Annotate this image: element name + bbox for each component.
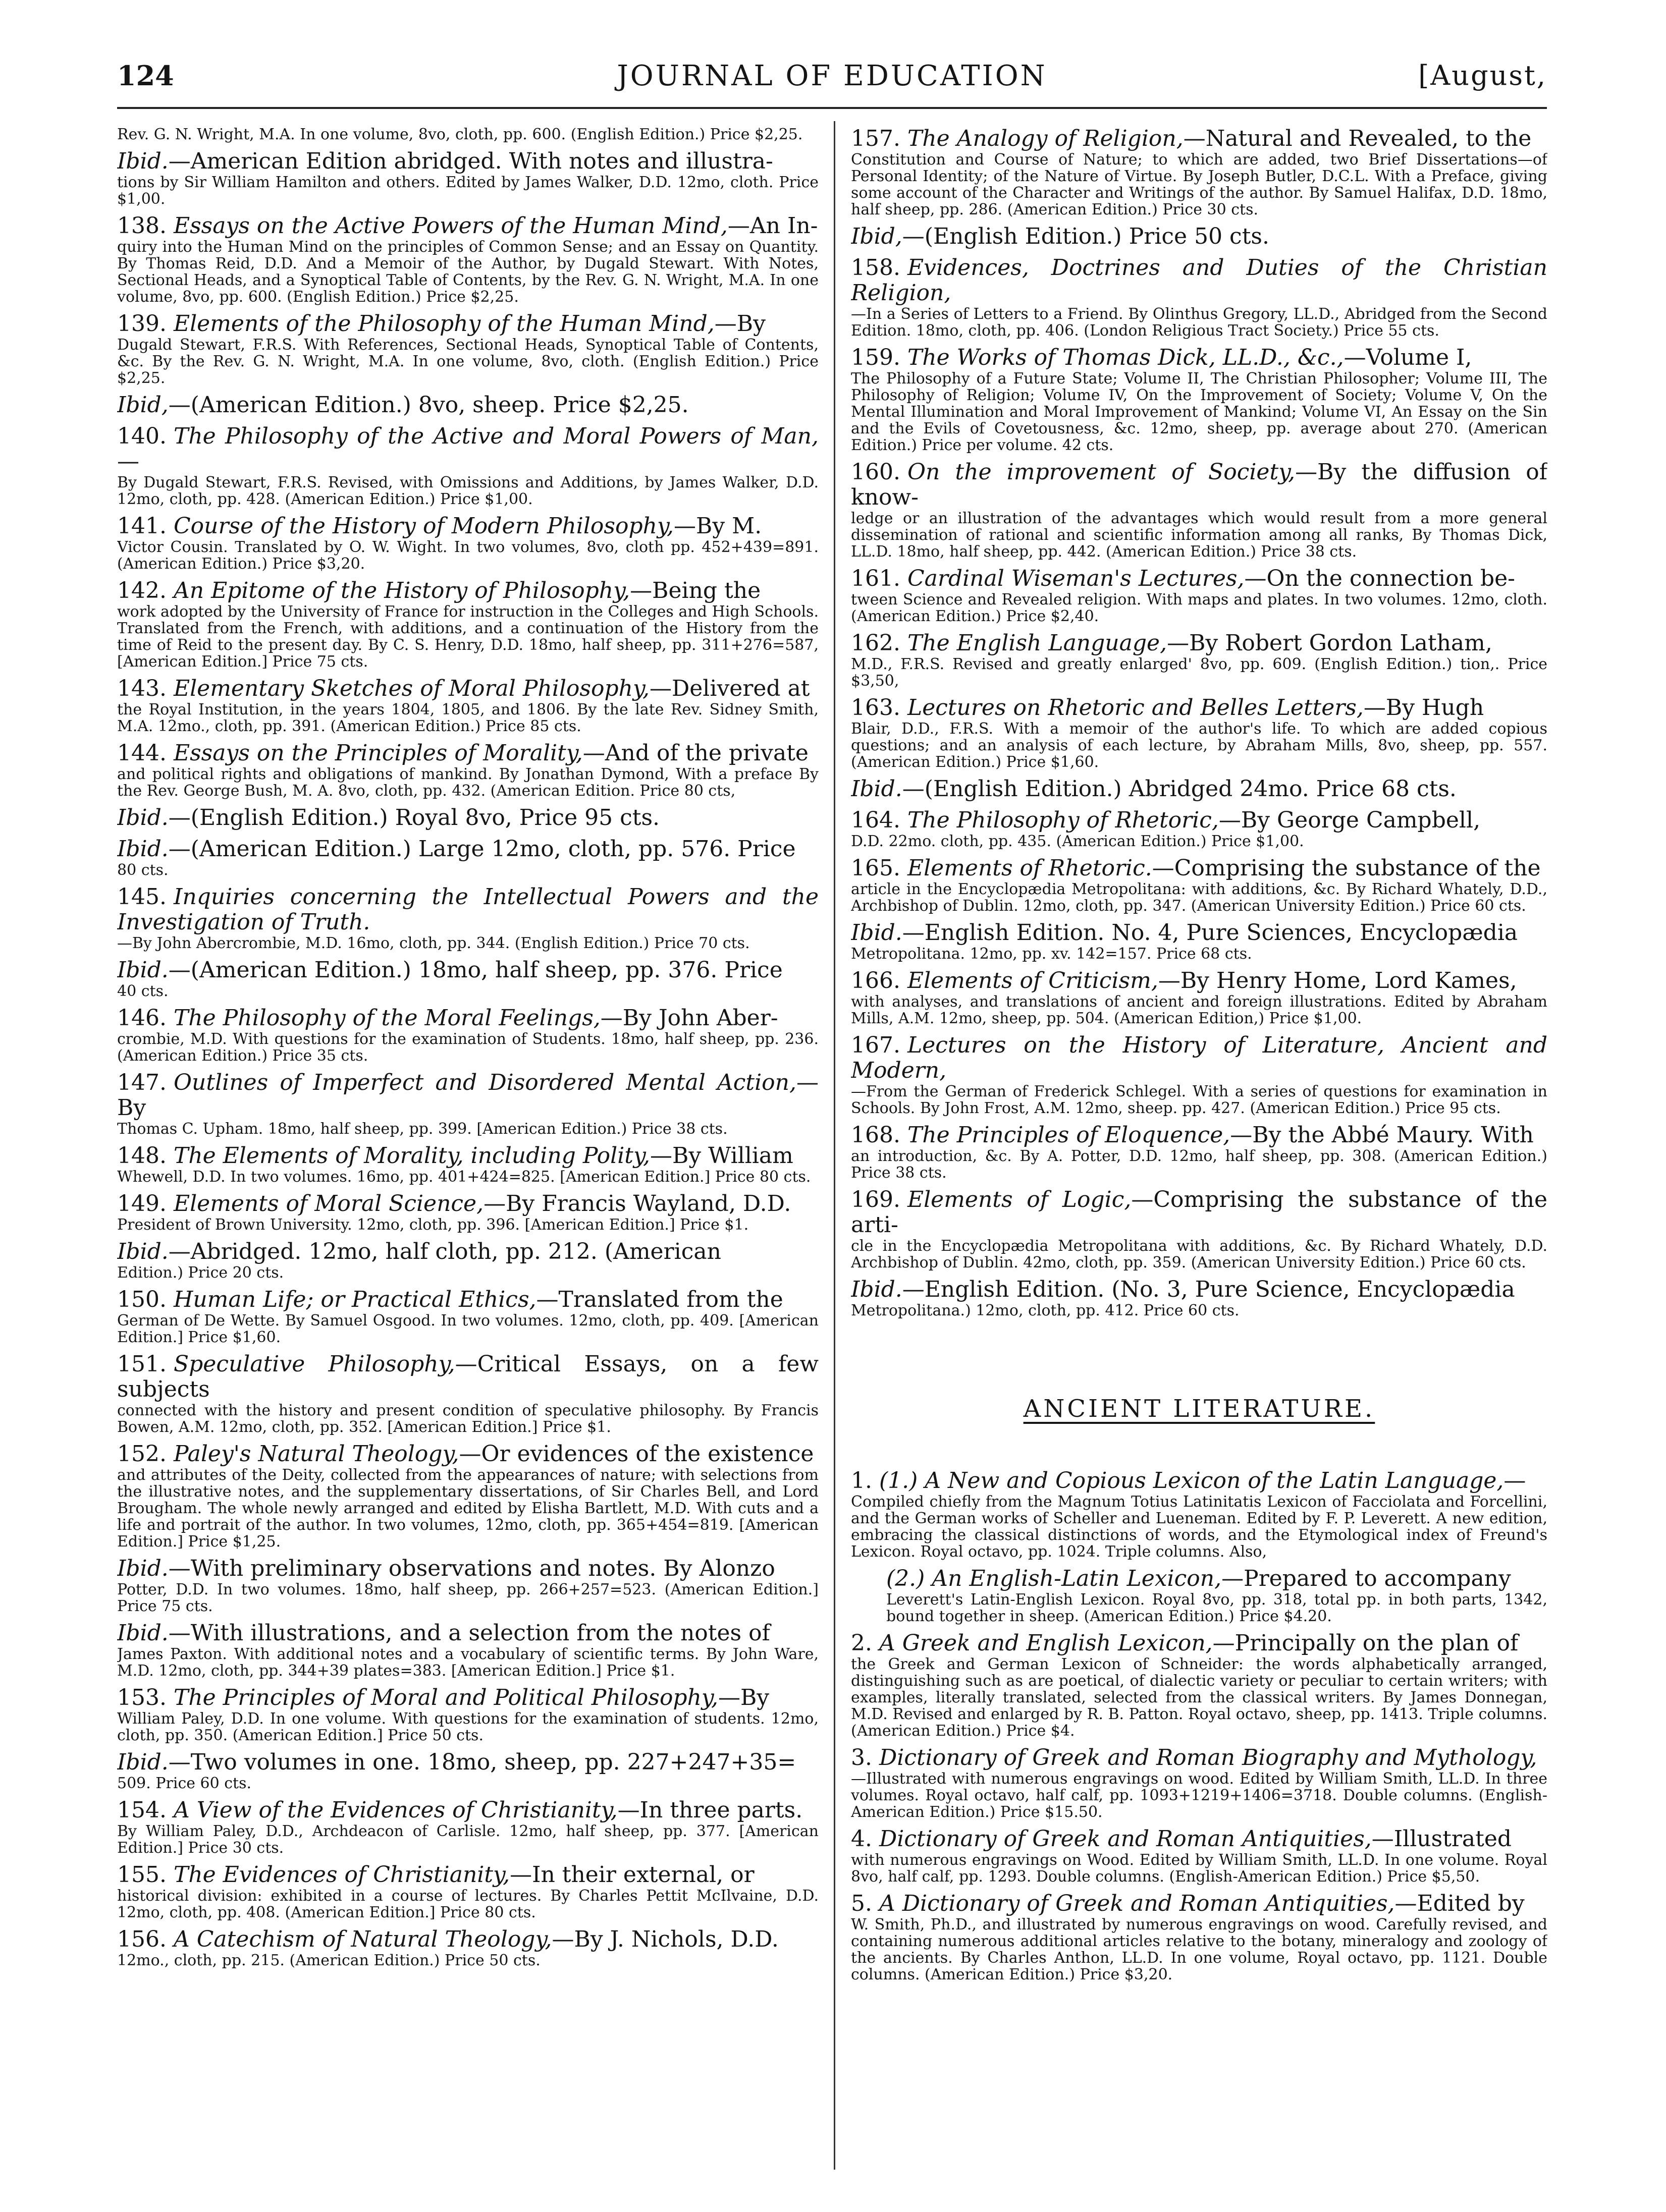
entry-lead-text: —Two volumes in one. 18mo, sheep, pp. 227+247+35= bbox=[168, 1749, 796, 1775]
entry-lead-text: —English Edition. (No. 3, Pure Science, Encyclopædia bbox=[902, 1277, 1515, 1302]
entry-title: Lectures on Rhetoric and Belles Letters, bbox=[907, 695, 1364, 721]
entry-lead-text: —English Edition. No. 4, Pure Sciences, Encyclopædia bbox=[902, 920, 1518, 946]
left-column bbox=[117, 126, 819, 2175]
entry-details: 80 cts. bbox=[117, 861, 169, 879]
entry-lead-text: —By John Aber- bbox=[600, 1005, 778, 1031]
catalog-entry bbox=[117, 393, 819, 418]
entry-lead-text: —In their external, or bbox=[510, 1862, 755, 1888]
entry-lead-text: —By bbox=[718, 1685, 770, 1710]
entry-lead-text: —(American Edition.) 18mo, half sheep, pp. 376. Price bbox=[168, 957, 783, 983]
entry-title: A Greek and English Lexicon, bbox=[879, 1630, 1213, 1656]
entry-lead-text: —Principally on the plan of bbox=[1212, 1630, 1519, 1656]
catalog-entry bbox=[851, 695, 1547, 770]
catalog-entry bbox=[117, 1352, 819, 1435]
catalog-entry bbox=[851, 1745, 1547, 1820]
entry-title: Essays on the Principles of Morality, bbox=[173, 740, 583, 766]
entry-heading bbox=[117, 1006, 819, 1031]
entry-details: with analyses, and translations of ancient and foreign illustrations. Edited by Abraham Mills, A.M. 12mo, sheep, pp. 504. (American Edition,) Price $1,00. bbox=[851, 993, 1547, 1027]
entry-title: Lectures on the History of Literature, Ancient and Modern, bbox=[851, 1032, 1547, 1083]
entry-heading bbox=[117, 393, 819, 418]
catalog-entry bbox=[117, 805, 819, 831]
entry-heading bbox=[851, 460, 1547, 510]
entry-heading bbox=[851, 920, 1547, 946]
entry-heading bbox=[117, 958, 819, 983]
entry-title: The Works of Thomas Dick, LL.D., &c., bbox=[907, 345, 1344, 370]
entry-details: By Dugald Stewart, F.R.S. Revised, with Omissions and Additions, by James Walker, D.D. 12mo, cloth, pp. 428. (American Edition.) Price $1,00. bbox=[117, 474, 819, 508]
entry-title: Ibid. bbox=[117, 148, 169, 174]
entry-title: Essays on the Active Powers of the Human Mind, bbox=[173, 213, 728, 239]
section-heading-text: ANCIENT LITERATURE. bbox=[1023, 1395, 1375, 1423]
entry-title: Speculative Philosophy, bbox=[173, 1351, 455, 1377]
entry-title: (2.) An English-Latin Lexicon, bbox=[886, 1566, 1222, 1591]
entry-details: Thomas C. Upham. 18mo, half sheep, pp. 399. [American Edition.) Price 38 cts. bbox=[117, 1120, 728, 1138]
entry-heading bbox=[851, 126, 1547, 151]
catalog-entry bbox=[851, 631, 1547, 689]
entry-lead-text: —By bbox=[117, 1070, 819, 1121]
catalog-entry bbox=[117, 884, 819, 952]
entry-lead-text: —Being the bbox=[630, 578, 761, 603]
entry-number: 3. bbox=[851, 1745, 872, 1771]
entry-title: The Philosophy of the Moral Feelings, bbox=[173, 1005, 601, 1031]
entry-heading bbox=[851, 1277, 1547, 1302]
entry-number: 161. bbox=[851, 566, 900, 591]
entry-title: The Analogy of Religion, bbox=[907, 126, 1184, 151]
entry-lead-text: —(American Edition.) 8vo, sheep. Price $2,25. bbox=[168, 392, 689, 418]
catalog-entry bbox=[117, 1798, 819, 1856]
entry-details: 40 cts. bbox=[117, 982, 169, 1000]
catalog-entry bbox=[851, 1033, 1547, 1117]
entry-number: 149. bbox=[117, 1191, 167, 1216]
entry-heading bbox=[117, 805, 819, 831]
entry-lead-text: —Edited by bbox=[1394, 1891, 1525, 1916]
entry-details: M.D., F.R.S. Revised and greatly enlarged' 8vo, pp. 609. (English Edition.) tion,. Price $3,50, bbox=[851, 655, 1547, 690]
entry-title: Dictionary of Greek and Roman Biography and Mythology, bbox=[879, 1745, 1537, 1771]
entry-details: the Greek and German Lexicon of Schneider: the words alphabetically arranged, distinguishing such as are poetical, of dialectic variety or peculiar to certain writers; with examples, literally translated, selected from the classical writers. By James Donnegan, M.D. Revised and enlarged by R. B. Patton. Royal octavo, sheep, pp. 1413. Triple columns. (American Edition.) Price $4. bbox=[851, 1655, 1547, 1740]
entry-heading bbox=[851, 566, 1547, 591]
entry-heading bbox=[117, 1191, 819, 1216]
entry-details: Potter, D.D. In two volumes. 18mo, half sheep, pp. 266+257=523. (American Edition.] Price 75 cts. bbox=[117, 1581, 819, 1615]
catalog-entry bbox=[851, 1277, 1547, 1319]
catalog-entry bbox=[117, 578, 819, 670]
entry-title: Paley's Natural Theology, bbox=[173, 1441, 459, 1467]
entry-number: 156. bbox=[117, 1926, 167, 1952]
catalog-entry bbox=[117, 741, 819, 799]
entry-details: 509. Price 60 cts. bbox=[117, 1775, 252, 1792]
catalog-entry bbox=[851, 1123, 1547, 1181]
entry-title: Elements of Logic, bbox=[907, 1187, 1132, 1212]
entry-heading bbox=[117, 213, 819, 239]
entry-title: Ibid. bbox=[117, 836, 169, 862]
entry-title: Ibid. bbox=[117, 805, 169, 831]
entry-title: Ibid. bbox=[851, 920, 902, 946]
entry-title: The Elements of Morality, including Polity, bbox=[173, 1143, 650, 1169]
entry-lead-text: —Delivered at bbox=[649, 676, 810, 701]
entry-details: Constitution and Course of Nature; to which are added, two Brief Dissertations—of Personal Identity; of the Nature of Virtue. By Joseph Butler, D.C.L. With a Preface, giving some account of the Character and Writings of the author. By Samuel Halifax, D.D. 18mo, half sheep, pp. 286. (American Edition.) Price 30 cts. bbox=[851, 151, 1547, 218]
entry-heading bbox=[851, 255, 1547, 306]
catalog-entry bbox=[117, 424, 819, 508]
entry-lead-text: —Comprising the substance of the arti- bbox=[851, 1187, 1547, 1238]
entry-heading bbox=[851, 777, 1547, 802]
entry-heading bbox=[851, 695, 1547, 721]
entry-lead-text: —Prepared to accompany bbox=[1221, 1566, 1511, 1591]
entry-heading bbox=[851, 1631, 1547, 1656]
entry-details: article in the Encyclopædia Metropolitana: with additions, &c. By Richard Whately, D.D., Archbishop of Dublin. 12mo, cloth, pp. 347. (American University Edition.) Price 60 cts. bbox=[851, 880, 1547, 915]
entry-heading bbox=[851, 808, 1547, 833]
entry-number: 144. bbox=[117, 740, 167, 766]
entry-heading bbox=[851, 224, 1547, 249]
catalog-entry bbox=[851, 1891, 1547, 1983]
entry-title: A Dictionary of Greek and Roman Antiquities, bbox=[879, 1891, 1395, 1916]
entry-number: 2. bbox=[851, 1630, 872, 1656]
catalog-entry bbox=[851, 1187, 1547, 1271]
entry-title: Course of the History of Modern Philosophy, bbox=[173, 513, 674, 539]
entry-details: Compiled chiefly from the Magnum Totius Latinitatis Lexicon of Facciolata and Forcellini, and the German works of Scheller and Lueneman. Edited by F. P. Leverett. A new edition, embracing the classical distinctions of words, and the Etymological index of Freund's Lexicon. Royal octavo, pp. 1024. Triple columns. Also, bbox=[851, 1493, 1547, 1561]
entry-title: Ibid. bbox=[117, 1749, 169, 1775]
entry-details: —Illustrated with numerous engravings on wood. Edited by William Smith, LL.D. In three volumes. Royal octavo, half calf, pp. 1093+1219+1406=3718. Double columns. (English-American Edition.) Price $15.50. bbox=[851, 1770, 1547, 1821]
entry-details: Metropolitana.) 12mo, cloth, pp. 412. Price 60 cts. bbox=[851, 1302, 1240, 1319]
entry-details: and political rights and obligations of mankind. By Jonathan Dymond, With a preface By the Rev. George Bush, M. A. 8vo, cloth, pp. 432. (American Edition. Price 80 cts, bbox=[117, 765, 819, 800]
entry-number: 150. bbox=[117, 1287, 167, 1312]
entry-details: —In a Series of Letters to a Friend. By Olinthus Gregory, LL.D., Abridged from the Second Edition. 18mo, cloth, pp. 406. (London Religious Tract Society.) Price 55 cts. bbox=[851, 305, 1547, 340]
entry-details: an introduction, &c. By A. Potter, D.D. 12mo, half sheep, pp. 308. (American Edition.) Price 38 cts. bbox=[851, 1147, 1547, 1182]
entry-lead-text: —By the Abbé Maury. With bbox=[1230, 1122, 1534, 1148]
entry-lead-text: —Critical Essays, on a few subjects bbox=[117, 1351, 819, 1402]
entry-heading bbox=[117, 741, 819, 766]
entry-lead-text: —Natural and Revealed, to the bbox=[1183, 126, 1532, 151]
entry-lead-text: —Abridged. 12mo, half cloth, pp. 212. (American bbox=[168, 1239, 721, 1264]
entry-details: Blair, D.D., F.R.S. With a memoir of the author's life. To which are added copious questions; and an analysis of each lecture, by Abraham Mills, 8vo, sheep, pp. 557. (American Edition.) Price $1,60. bbox=[851, 720, 1547, 771]
catalog-entry bbox=[117, 514, 819, 572]
entry-details: with numerous engravings on Wood. Edited by William Smith, LL.D. In one volume. Royal 8vo, half calf, pp. 1293. Double columns. (English-American Edition.) Price $5,50. bbox=[851, 1851, 1547, 1886]
catalog-entry bbox=[851, 1566, 1547, 1625]
entry-lead-text: —Illustrated bbox=[1371, 1826, 1512, 1852]
entry-details: historical division: exhibited in a course of lectures. By Charles Pettit McIlvaine, D.D. 12mo, cloth, pp. 408. (American Edition.] Price 80 cts. bbox=[117, 1887, 819, 1921]
entry-heading bbox=[117, 676, 819, 701]
entry-number: 148. bbox=[117, 1143, 167, 1169]
catalog-entry bbox=[851, 920, 1547, 962]
entry-title: Elements of Rhetoric. bbox=[907, 855, 1152, 881]
entry-title: Elements of Moral Science, bbox=[173, 1191, 484, 1216]
entry-number: 141. bbox=[117, 513, 167, 539]
entry-title: Elements of the Philosophy of the Human Mind, bbox=[173, 311, 715, 337]
entry-lead-text: —By M. bbox=[674, 513, 762, 539]
entry-number: 5. bbox=[851, 1891, 872, 1916]
entry-number: 158. bbox=[851, 255, 900, 281]
month-label: [August, bbox=[1418, 60, 1547, 91]
entry-details: cle in the Encyclopædia Metropolitana with additions, &c. By Richard Whately, D.D. Archbishop of Dublin. 42mo, cloth, pp. 359. (American University Edition.) Price 60 cts. bbox=[851, 1237, 1547, 1271]
entry-details: quiry into the Human Mind on the principles of Common Sense; and an Essay on Quantity. By Thomas Reid, D.D. And a Memoir of the Author, by Dugald Stewart. With Notes, Sectional Heads, and a Synoptical Table of Contents, by the Rev. G. N. Wright, M.A. In one volume, 8vo, pp. 600. (English Edition.) Price $2,25. bbox=[117, 238, 819, 306]
catalog-entry bbox=[117, 1287, 819, 1346]
entry-heading bbox=[117, 1070, 819, 1121]
catalog-entry bbox=[117, 837, 819, 878]
entry-number: 152. bbox=[117, 1441, 167, 1467]
entry-lead-text: —Translated from the bbox=[536, 1287, 783, 1312]
entry-heading bbox=[117, 1621, 819, 1646]
entry-lead-text: —By Hugh bbox=[1363, 695, 1484, 721]
entry-heading bbox=[117, 514, 819, 539]
catalog-entry bbox=[117, 1750, 819, 1792]
entry-details: Victor Cousin. Translated by O. W. Wight. In two volumes, 8vo, cloth pp. 452+439=891. (American Edition.) Price $3,20. bbox=[117, 538, 819, 573]
ancient-entry-list bbox=[851, 1468, 1547, 1983]
entry-heading bbox=[851, 856, 1547, 881]
entry-title: The Philosophy of Rhetoric, bbox=[907, 807, 1219, 833]
entry-details: Edition.) Price 20 cts. bbox=[117, 1264, 284, 1282]
entry-details: W. Smith, Ph.D., and illustrated by numerous engravings on wood. Carefully revised, and containing numerous additional articles relative to the botany, mineralogy and zoology of the ancients. By Charles Anthon, LL.D. In one volume, Royal octavo, pp. 1121. Double columns. (American Edition.) Price $3,20. bbox=[851, 1916, 1547, 1983]
entry-lead-text: —And of the private bbox=[582, 740, 809, 766]
entry-heading bbox=[117, 311, 819, 337]
entry-details: tions by Sir William Hamilton and others. Edited by James Walker, D.D. 12mo, cloth. Price $1,00. bbox=[117, 174, 819, 208]
entry-number: 157. bbox=[851, 126, 900, 151]
entry-lead-text: —By Henry Home, Lord Kames, bbox=[1158, 968, 1517, 993]
entry-title: Evidences, Doctrines and Duties of the Christian Religion, bbox=[851, 255, 1547, 306]
entry-lead-text: —With preliminary observations and notes. By Alonzo bbox=[168, 1556, 775, 1581]
entry-number: 162. bbox=[851, 630, 900, 656]
entry-number: 153. bbox=[117, 1685, 167, 1710]
entry-number: 147. bbox=[117, 1070, 167, 1095]
entry-heading bbox=[851, 631, 1547, 656]
entry-lead-text: —Or evidences of the existence bbox=[459, 1441, 814, 1467]
entry-title: Ibid. bbox=[851, 1277, 902, 1302]
entry-number: 146. bbox=[117, 1005, 167, 1031]
entry-title: Inquiries concerning the Intellectual Powers and the Investigation of Truth. bbox=[117, 884, 819, 935]
catalog-entry bbox=[117, 1685, 819, 1744]
entry-number: 169. bbox=[851, 1187, 900, 1212]
catalog-entry bbox=[851, 345, 1547, 454]
header-rule bbox=[117, 107, 1547, 109]
entry-number: 163. bbox=[851, 695, 900, 721]
entry-number: 142. bbox=[117, 578, 167, 603]
entry-lead-text: —Volume I, bbox=[1343, 345, 1472, 370]
catalog-entry bbox=[117, 1621, 819, 1679]
catalog-entry bbox=[851, 968, 1547, 1027]
entry-lead-text: —(English Edition.) Price 50 cts. bbox=[902, 224, 1269, 249]
entry-title: Human Life; or Practical Ethics, bbox=[173, 1287, 536, 1312]
catalog-entry bbox=[851, 1468, 1547, 1560]
entry-lead-text: — bbox=[117, 449, 139, 474]
entry-title: Ibid. bbox=[117, 1620, 169, 1646]
entry-details: Whewell, D.D. In two volumes. 16mo, pp. 401+424=825. [American Edition.] Price 80 cts. bbox=[117, 1168, 811, 1186]
entry-details: 12mo., cloth, pp. 215. (American Edition.) Price 50 cts. bbox=[117, 1952, 541, 1969]
entry-heading bbox=[117, 1143, 819, 1169]
catalog-entry bbox=[851, 566, 1547, 625]
catalog-entry bbox=[117, 1191, 819, 1233]
entry-lead-text: —Comprising the substance of the bbox=[1152, 855, 1541, 881]
entry-heading bbox=[117, 1287, 819, 1312]
entry-title: Ibid. bbox=[117, 957, 169, 983]
entry-details: Metropolitana. 12mo, pp. xv. 142=157. Price 68 cts. bbox=[851, 945, 1252, 963]
section-heading bbox=[851, 1395, 1547, 1423]
catalog-entry bbox=[117, 676, 819, 735]
catalog-entry bbox=[851, 856, 1547, 914]
entry-title: Ibid. bbox=[851, 776, 902, 802]
entry-details: Dugald Stewart, F.R.S. With References, Sectional Heads, Synoptical Table of Contents, &c. By the Rev. G. N. Wright, M.A. In one volume, 8vo, cloth. (English Edition.) Price $2,25. bbox=[117, 336, 819, 387]
entry-heading bbox=[886, 1566, 1547, 1591]
entry-heading bbox=[851, 1468, 1547, 1494]
entry-heading bbox=[117, 1239, 819, 1264]
entry-number: 154. bbox=[117, 1797, 167, 1823]
entry-heading bbox=[851, 345, 1547, 370]
page-number: 124 bbox=[117, 60, 174, 92]
entry-number: 168. bbox=[851, 1122, 900, 1148]
entry-lead-text: —On the connection be- bbox=[1244, 566, 1516, 591]
entry-heading bbox=[117, 424, 819, 474]
entry-heading bbox=[117, 1685, 819, 1710]
entry-title: Dictionary of Greek and Roman Antiquities, bbox=[879, 1826, 1372, 1852]
entry-lead-text: —By Francis Wayland, D.D. bbox=[483, 1191, 791, 1216]
entry-number: 160. bbox=[851, 459, 900, 485]
entry-lead-text: —By J. Nichols, D.D. bbox=[552, 1926, 779, 1952]
entry-heading bbox=[117, 1442, 819, 1467]
entry-lead-text: —(American Edition.) Large 12mo, cloth, pp. 576. Price bbox=[168, 836, 796, 862]
entry-title: Ibid. bbox=[117, 1556, 169, 1581]
entry-details: —From the German of Frederick Schlegel. With a series of questions for examination in Schools. By John Frost, A.M. 12mo, sheep. pp. 427. (American Edition.) Price 95 cts. bbox=[851, 1083, 1547, 1117]
entry-heading bbox=[117, 1927, 819, 1952]
entry-title: The Philosophy of the Active and Moral Powers of Man, bbox=[173, 423, 819, 449]
catalog-entry bbox=[117, 1143, 819, 1185]
entry-details: ledge or an illustration of the advantages which would result from a more general dissemination of rational and scientific information among all ranks, By Thomas Dick, LL.D. 18mo, half sheep, pp. 442. (American Edition.) Price 38 cts. bbox=[851, 510, 1547, 561]
entry-details: tween Science and Revealed religion. With maps and plates. In two volumes. 12mo, cloth. (American Edition.) Price $2,40. bbox=[851, 591, 1547, 625]
entry-title: The Evidences of Christianity, bbox=[173, 1862, 510, 1888]
entry-title: The Principles of Moral and Political Philosophy, bbox=[173, 1685, 718, 1710]
entry-heading bbox=[117, 837, 819, 862]
catalog-entry bbox=[117, 1862, 819, 1921]
entry-number: 164. bbox=[851, 807, 900, 833]
entry-details: connected with the history and present condition of speculative philosophy. By Francis Bowen, A.M. 12mo, cloth, pp. 352. [American Edition.] Price $1. bbox=[117, 1402, 819, 1436]
catalog-entry bbox=[117, 213, 819, 305]
entry-heading bbox=[851, 1891, 1547, 1916]
entry-lead-text: — bbox=[1503, 1468, 1526, 1494]
entry-heading bbox=[117, 1556, 819, 1581]
catalog-entry bbox=[851, 460, 1547, 560]
entry-title: Ibid, bbox=[117, 392, 169, 418]
entry-heading bbox=[851, 1033, 1547, 1083]
entry-details: work adopted by the University of France for instruction in the Colleges and High Schools. Translated from the French, with additions, and a continuation of the History from the time of Reid to the present day. By C. S. Henry, D.D. 18mo, half sheep, pp. 311+276=587, [American Edition.] Price 75 cts. bbox=[117, 603, 819, 671]
entry-number: 139. bbox=[117, 311, 167, 337]
entry-number: 155. bbox=[117, 1862, 167, 1888]
entry-title: Outlines of Imperfect and Disordered Mental Action, bbox=[173, 1070, 796, 1095]
entry-lead-text: —By Robert Gordon Latham, bbox=[1167, 630, 1492, 656]
catalog-entry bbox=[851, 126, 1547, 218]
entry-title: The Principles of Eloquence, bbox=[907, 1122, 1230, 1148]
entry-lead-text: —By William bbox=[650, 1143, 793, 1169]
entry-title: A Catechism of Natural Theology, bbox=[173, 1926, 552, 1952]
catalog-entry bbox=[117, 958, 819, 1000]
entry-title: On the improvement of Society, bbox=[907, 459, 1296, 485]
catalog-entry bbox=[117, 1070, 819, 1137]
entry-heading bbox=[117, 884, 819, 935]
catalog-entry bbox=[851, 1827, 1547, 1885]
entry-details: and attributes of the Deity, collected from the appearances of nature; with selections from the illustrative notes, and the supplementary dissertations, of Sir Charles Bell, and Lord Brougham. The whole newly arranged and edited by Elisha Bartlett, M.D. With cuts and a life and portrait of the author. In two volumes, 12mo, cloth, pp. 365+454=819. [American Edition.] Price $1,25. bbox=[117, 1466, 819, 1551]
page-header bbox=[117, 60, 1547, 105]
journal-title: JOURNAL OF EDUCATION bbox=[617, 60, 1047, 92]
right-entry-list bbox=[851, 126, 1547, 1319]
entry-heading bbox=[851, 1123, 1547, 1148]
entry-title: The English Language, bbox=[907, 630, 1167, 656]
entry-number: 165. bbox=[851, 855, 900, 881]
entry-title: A View of the Evidences of Christianity, bbox=[173, 1797, 618, 1823]
entry-heading bbox=[117, 149, 819, 174]
entry-lead-text: —American Edition abridged. With notes and illustra- bbox=[168, 148, 773, 174]
entry-lead-text: —(English Edition.) Abridged 24mo. Price 68 cts. bbox=[902, 776, 1457, 802]
entry-details: By William Paley, D.D., Archdeacon of Carlisle. 12mo, half sheep, pp. 377. [American Edition.] Price 30 cts. bbox=[117, 1822, 819, 1857]
entry-number: 4. bbox=[851, 1826, 872, 1852]
column-divider bbox=[834, 121, 835, 2170]
entry-details: —By John Abercrombie, M.D. 16mo, cloth, pp. 344. (English Edition.) Price 70 cts. bbox=[117, 934, 750, 952]
catalog-entry bbox=[851, 777, 1547, 802]
entry-details: President of Brown University. 12mo, cloth, pp. 396. [American Edition.] Price $1. bbox=[117, 1216, 749, 1234]
entry-number: 166. bbox=[851, 968, 900, 993]
entry-title: Ibid, bbox=[851, 224, 902, 249]
entry-details: William Paley, D.D. In one volume. With questions for the examination of students. 12mo, cloth, pp. 350. (American Edition.] Price 50 cts. bbox=[117, 1710, 819, 1744]
entry-lead-text: —By bbox=[714, 311, 766, 337]
entry-details: James Paxton. With additional notes and a vocabulary of scientific terms. By John Ware, M.D. 12mo, cloth, pp. 344+39 plates=383. [American Edition.] Price $1. bbox=[117, 1645, 819, 1680]
entry-number: 167. bbox=[851, 1032, 900, 1058]
entry-heading bbox=[851, 1745, 1547, 1771]
entry-number: 138. bbox=[117, 213, 167, 239]
catalog-entry bbox=[117, 1927, 819, 1969]
entry-number: 1. bbox=[851, 1468, 872, 1494]
entry-lead-text: —An In- bbox=[727, 213, 818, 239]
entry-lead-text: —By the diffusion of know- bbox=[851, 459, 1547, 510]
catalog-entry bbox=[117, 1239, 819, 1281]
catalog-entry bbox=[117, 149, 819, 207]
entry-title: Elementary Sketches of Moral Philosophy, bbox=[173, 676, 650, 701]
catalog-entry bbox=[851, 224, 1547, 249]
entry-number: 159. bbox=[851, 345, 900, 370]
entry-number: 145. bbox=[117, 884, 167, 910]
entry-heading bbox=[851, 1187, 1547, 1238]
entry-heading bbox=[117, 578, 819, 603]
entry-details: The Philosophy of a Future State; Volume II, The Christian Philosopher; Volume III, The Philosophy of Religion; Volume IV, On the Improvement of Society; Volume V, On the Mental Illumination and Moral Improvement of Mankind; Volume VI, An Essay on the Sin and the Evils of Covetousness, &c. 12mo, sheep, pp. average about 270. (American Edition.) Price per volume. 42 cts. bbox=[851, 370, 1547, 454]
catalog-entry bbox=[117, 126, 819, 143]
entry-heading bbox=[117, 1862, 819, 1888]
entry-lead-text: —In three parts. bbox=[617, 1797, 803, 1823]
catalog-entry bbox=[117, 1442, 819, 1550]
entry-details: Leverett's Latin-English Lexicon. Royal 8vo, pp. 318, total pp. in both parts, 1342, bound together in sheep. (American Edition.) Price $4.20. bbox=[886, 1591, 1547, 1625]
entry-details: the Royal Institution, in the years 1804, 1805, and 1806. By the late Rev. Sidney Smith, M.A. 12mo., cloth, pp. 391. (American Edition.) Price 85 cts. bbox=[117, 701, 819, 735]
entry-heading bbox=[117, 1352, 819, 1402]
entry-title: (1.) A New and Copious Lexicon of the Latin Language, bbox=[879, 1468, 1504, 1494]
entry-details: German of De Wette. By Samuel Osgood. In two volumes. 12mo, cloth, pp. 409. [American Edition.] Price $1,60. bbox=[117, 1312, 819, 1346]
entry-title: Elements of Criticism, bbox=[907, 968, 1158, 993]
entry-lead-text: —With illustrations, and a selection from the notes of bbox=[168, 1620, 770, 1646]
entry-lead-text: —By George Campbell, bbox=[1218, 807, 1481, 833]
catalog-entry bbox=[851, 808, 1547, 850]
catalog-entry bbox=[117, 311, 819, 386]
entry-lead-text: —(English Edition.) Royal 8vo, Price 95 cts. bbox=[168, 805, 660, 831]
catalog-entry bbox=[117, 1556, 819, 1615]
catalog-entry bbox=[851, 1631, 1547, 1739]
catalog-entry bbox=[851, 255, 1547, 339]
entry-heading bbox=[851, 1827, 1547, 1852]
entry-number: 151. bbox=[117, 1351, 167, 1377]
entry-title: Ibid. bbox=[117, 1239, 169, 1264]
entry-details: crombie, M.D. With questions for the examination of Students. 18mo, half sheep, pp. 236. (American Edition.) Price 35 cts. bbox=[117, 1030, 819, 1065]
catalog-entry bbox=[117, 1006, 819, 1064]
entry-title: An Epitome of the History of Philosophy, bbox=[173, 578, 630, 603]
entry-heading bbox=[117, 1798, 819, 1823]
entry-details: Rev. G. N. Wright, M.A. In one volume, 8vo, cloth, pp. 600. (English Edition.) Price $2,25. bbox=[117, 126, 803, 143]
entry-details: D.D. 22mo. cloth, pp. 435. (American Edition.) Price $1,00. bbox=[851, 833, 1304, 850]
entry-heading bbox=[851, 968, 1547, 993]
entry-title: Cardinal Wiseman's Lectures, bbox=[907, 566, 1245, 591]
right-column bbox=[851, 126, 1547, 2175]
entry-number: 143. bbox=[117, 676, 167, 701]
entry-heading bbox=[117, 1750, 819, 1775]
entry-number: 140. bbox=[117, 423, 167, 449]
